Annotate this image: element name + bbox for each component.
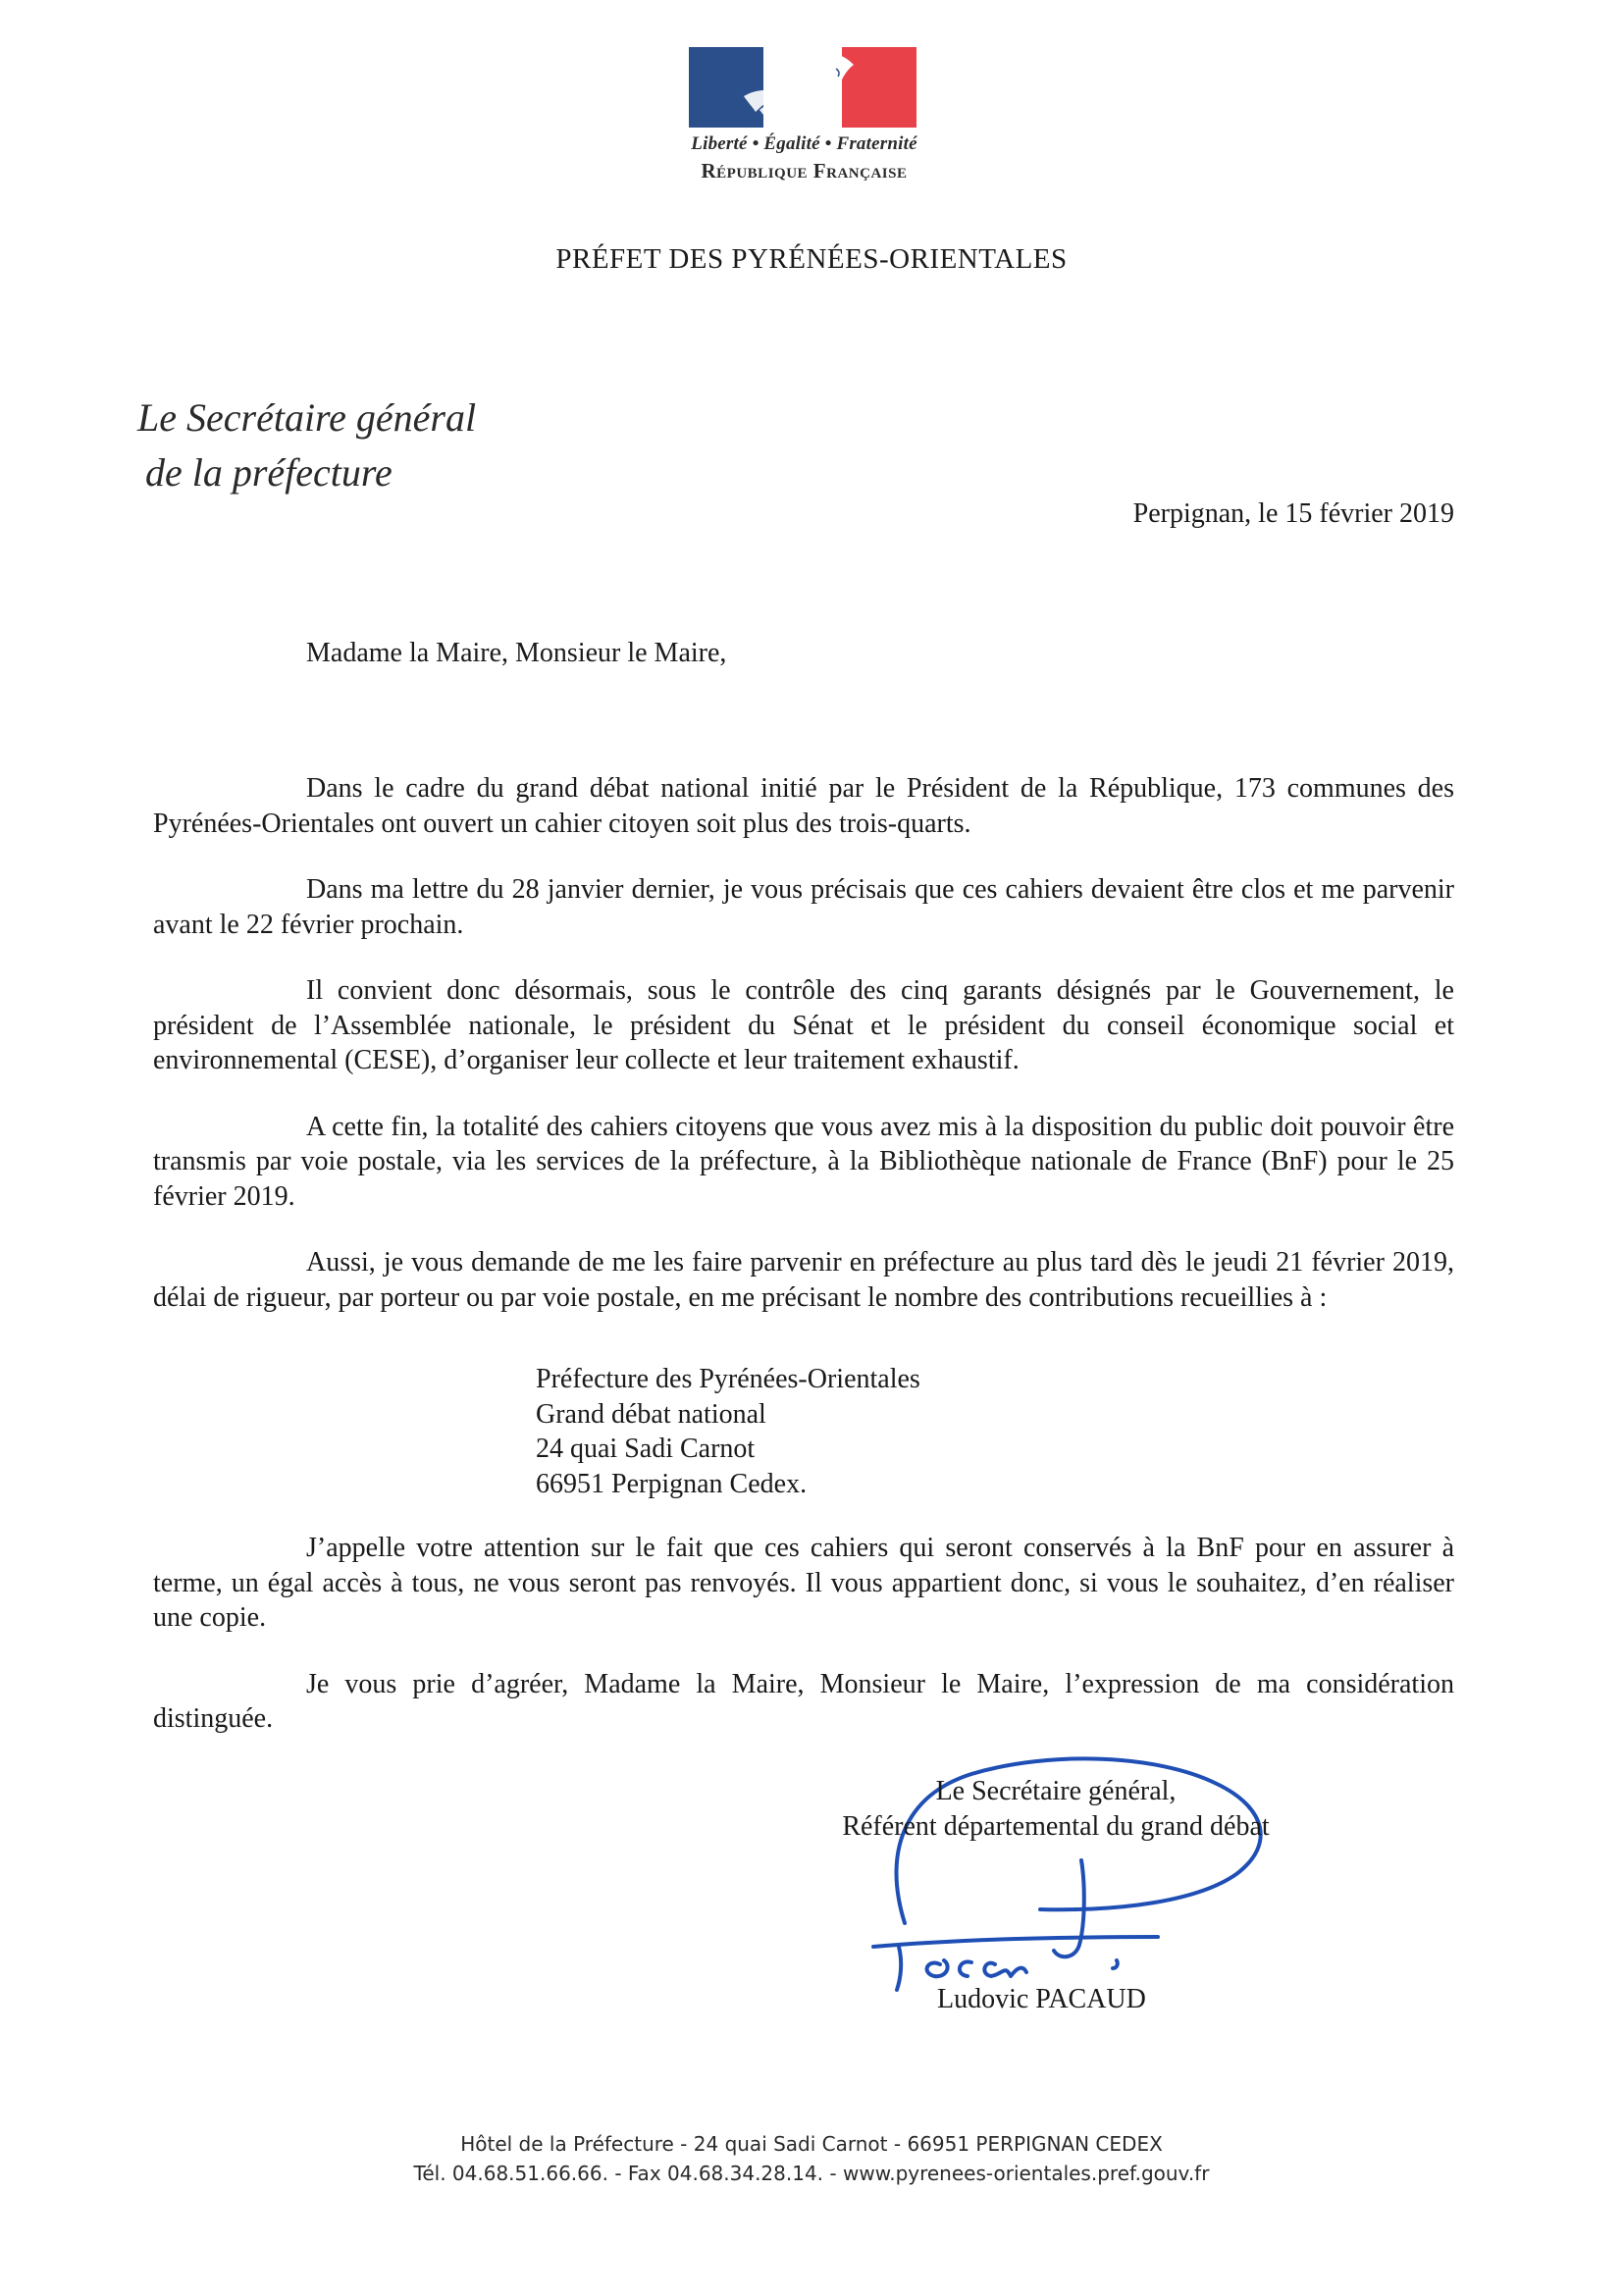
address-line: 24 quai Sadi Carnot [536, 1434, 756, 1464]
body-paragraph: Dans ma lettre du 28 janvier dernier, je vous précisais que ces cahiers devaient être clos et me parvenir avant le 22 février prochain. [153, 874, 1454, 940]
signatory-role: Le Secrétaire général, [935, 1776, 1177, 1806]
sender-block [137, 391, 476, 500]
closing-paragraph: Je vous prie d’agréer, Madame la Maire, Monsieur le Maire, l’expression de ma considération distinguée. [153, 1668, 1454, 1734]
republic-motto: Liberté • Égalité • Fraternité [691, 133, 917, 154]
prefect-heading: PRÉFET DES PYRÉNÉES-ORIENTALES [555, 243, 1068, 275]
letter-closing [153, 1531, 1454, 1768]
address-line: Préfecture des Pyrénées-Orientales [536, 1364, 920, 1394]
address-line: Grand débat national [536, 1398, 766, 1430]
marianne-flag-icon [689, 47, 916, 128]
body-paragraph: Aussi, je vous demande de me les faire parvenir en préfecture au plus tard dès le jeudi 21 février 2019, délai de rigueur, par porteur ou par voie postale, en me précisant le nombre des contributions recueillies à : [153, 1247, 1454, 1313]
footer-address: Hôtel de la Préfecture - 24 quai Sadi Carnot - 66951 PERPIGNAN CEDEX [460, 2132, 1163, 2156]
body-paragraph: A cette fin, la totalité des cahiers citoyens que vous avez mis à la disposition du public doit pouvoir être transmis par voie postale, via les services de la préfecture, à la Bibliothèque nationale de France (BnF) pour le 25 février 2019. [153, 1111, 1454, 1212]
signatory-title [822, 1774, 1289, 1845]
body-paragraph: Dans le cadre du grand débat national initié par le Président de la République, 173 communes des Pyrénées-Orientales ont ouvert un cahier citoyen soit plus des trois-quarts. [153, 773, 1454, 839]
closing-paragraph: J’appelle votre attention sur le fait que ces cahiers qui seront conservés à la BnF pour en assurer à terme, un égal accès à tous, ne vous seront pas renvoyés. Il vous appartient donc, si vous le souhaitez, d’en réaliser une copie. [153, 1533, 1454, 1633]
salutation: Madame la Maire, Monsieur le Maire, [306, 638, 727, 668]
body-paragraph: Il convient donc désormais, sous le contrôle des cinq garants désignés par le Gouvernement, le président de l’Assemblée nationale, le président du Sénat et le président du conseil économique social et environnemental (CESE), d’organiser leur collecte et leur traitement exhaustif. [153, 975, 1454, 1075]
postal-address [536, 1362, 920, 1501]
signatory-name: Ludovic PACAUD [937, 1984, 1146, 2014]
letter-body [153, 771, 1454, 1315]
letter-date: Perpignan, le 15 février 2019 [1132, 498, 1454, 529]
address-line: 66951 Perpignan Cedex. [536, 1468, 808, 1499]
sender-line-1: Le Secrétaire général [137, 395, 477, 440]
page-footer [0, 2129, 1623, 2188]
footer-contact: Tél. 04.68.51.66.66. - Fax 04.68.34.28.14. - www.pyrenees-orientales.pref.gouv.fr [413, 2162, 1210, 2185]
marianne-logo [689, 47, 919, 183]
signatory-function: Référent départemental du grand débat [842, 1811, 1270, 1842]
republic-name: République Française [701, 159, 908, 183]
sender-line-2: de la préfecture [145, 450, 393, 495]
